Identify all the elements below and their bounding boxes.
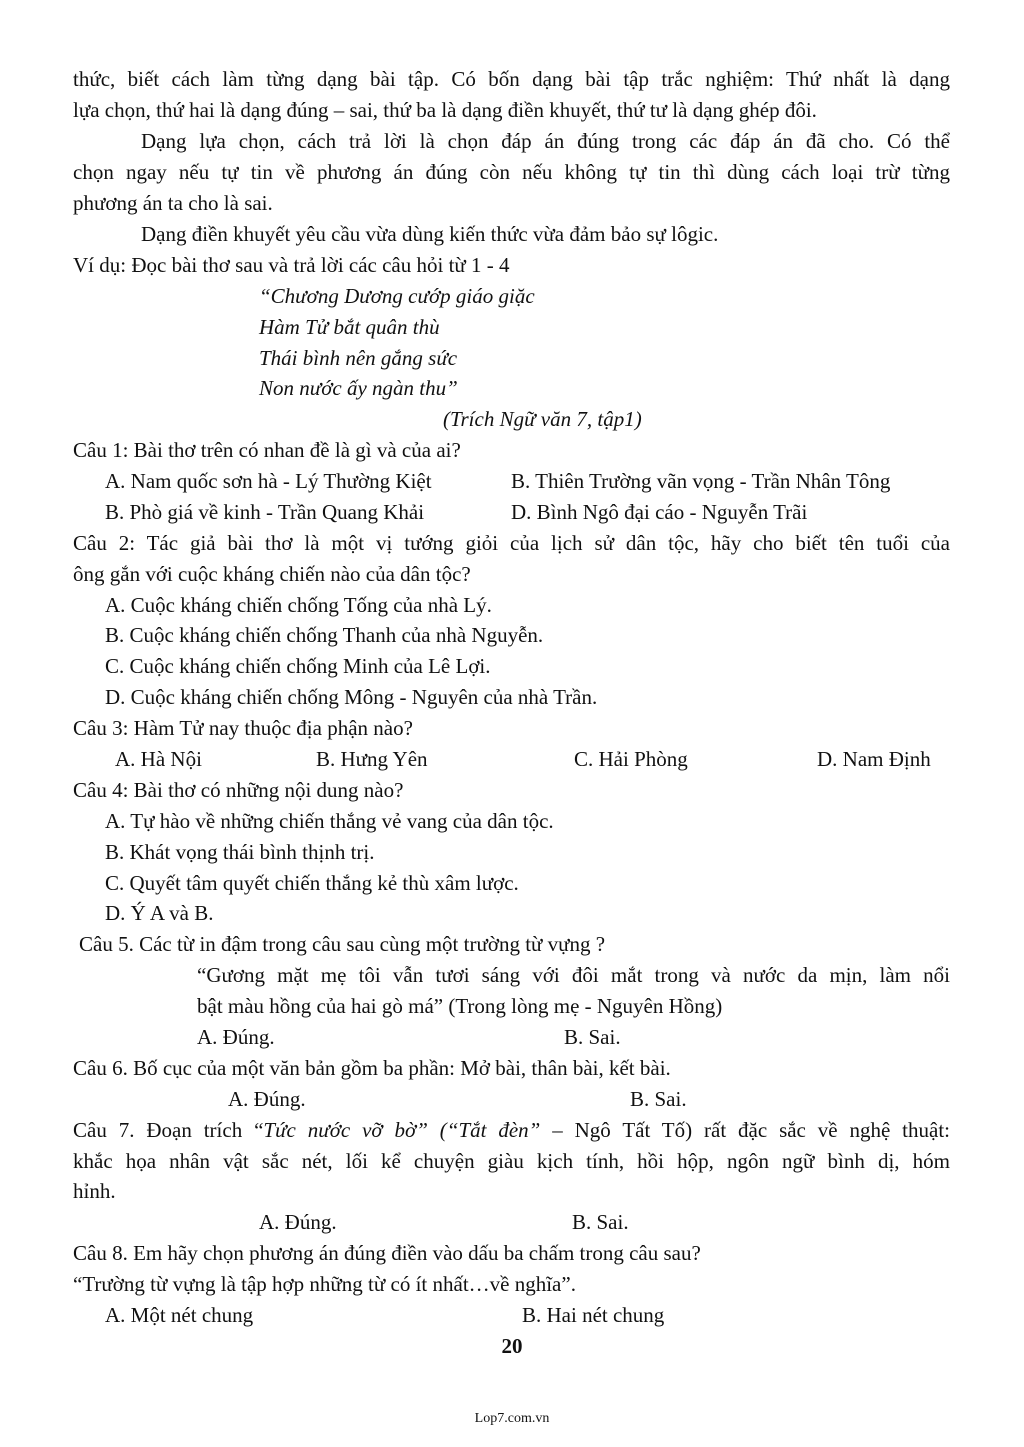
- q2-option-c: C. Cuộc kháng chiến chống Minh của Lê Lợi.: [105, 654, 491, 678]
- example-heading: Ví dụ: Đọc bài thơ sau và trả lời các câu hỏi từ 1 - 4: [73, 253, 510, 277]
- q8-statement: “Trường từ vựng là tập hợp những từ có ít nhất…về nghĩa”.: [73, 1272, 576, 1296]
- q4-option-a: A. Tự hào về những chiến thắng vẻ vang của dân tộc.: [105, 809, 554, 833]
- q1-option-a: A. Nam quốc sơn hà - Lý Thường Kiệt: [105, 469, 432, 493]
- question-7-end: hỉnh.: [73, 1179, 116, 1203]
- q8-option-a: A. Một nét chung: [105, 1303, 254, 1327]
- body-line: phương án ta cho là sai.: [73, 191, 273, 215]
- q7-suffix: – Ngô Tất Tố) rất đặc sắc về nghệ thuật:: [540, 1118, 950, 1142]
- body-line: Dạng điền khuyết yêu cầu vừa dùng kiến thức vừa đảm bảo sự lôgic.: [141, 222, 719, 246]
- q4-option-c: C. Quyết tâm quyết chiến thắng kẻ thù xâm lược.: [105, 871, 519, 895]
- q3-option-a: A. Hà Nội: [115, 747, 202, 771]
- q3-option-c: C. Hải Phòng: [574, 747, 688, 771]
- q1-option-c: B. Phò giá về kinh - Trần Quang Khải: [105, 500, 425, 524]
- body-line: thức, biết cách làm từng dạng bài tập. Có bốn dạng bài tập trắc nghiệm: Thứ nhất là dạng: [73, 67, 950, 91]
- q2-option-a: A. Cuộc kháng chiến chống Tống của nhà Lý.: [105, 593, 492, 617]
- q8-option-b: B. Hai nét chung: [522, 1303, 665, 1327]
- question-7: [73, 1118, 950, 1142]
- q5-option-a: A. Đúng.: [197, 1025, 275, 1049]
- q7-option-b: B. Sai.: [572, 1210, 629, 1234]
- q5-quote-cont: bật màu hồng của hai gò má” (Trong lòng mẹ - Nguyên Hồng): [197, 994, 723, 1018]
- q7-prefix: Câu 7. Đoạn trích “: [73, 1118, 264, 1142]
- footer-site: Lop7.com.vn: [474, 1411, 550, 1426]
- poem-line: Hàm Tử bắt quân thù: [259, 315, 440, 339]
- q1-option-b: B. Thiên Trường vãn vọng - Trần Nhân Tông: [511, 469, 891, 493]
- question-4: Câu 4: Bài thơ có những nội dung nào?: [73, 778, 404, 802]
- q1-option-d: D. Bình Ngô đại cáo - Nguyễn Trãi: [511, 500, 808, 524]
- q5-quote: “Gương mặt mẹ tôi vẫn tươi sáng với đôi mắt trong và nước da mịn, làm nổi: [197, 963, 950, 987]
- question-2-cont: ông gắn với cuộc kháng chiến nào của dân tộc?: [73, 562, 471, 586]
- page-number: 20: [501, 1334, 523, 1358]
- q4-option-d: D. Ý A và B.: [105, 901, 214, 925]
- question-1: Câu 1: Bài thơ trên có nhan đề là gì và của ai?: [73, 438, 461, 462]
- question-8: Câu 8. Em hãy chọn phương án đúng điền vào dấu ba chấm trong câu sau?: [73, 1241, 701, 1265]
- q7-title: Tức nước vỡ bờ” (“Tắt đèn”: [263, 1118, 541, 1142]
- question-5: Câu 5. Các từ in đậm trong câu sau cùng một trường từ vựng ?: [79, 932, 606, 956]
- q5-option-b: B. Sai.: [564, 1025, 621, 1049]
- q6-option-b: B. Sai.: [630, 1087, 687, 1111]
- body-line: Dạng lựa chọn, cách trả lời là chọn đáp án đúng trong các đáp án đã cho. Có thể: [141, 129, 950, 153]
- question-6: Câu 6. Bố cục của một văn bản gồm ba phần: Mở bài, thân bài, kết bài.: [73, 1056, 671, 1080]
- poem-line: Non nước ấy ngàn thu”: [259, 376, 458, 400]
- poem-line: “Chương Dương cướp giáo giặc: [259, 284, 535, 308]
- q3-option-d: D. Nam Định: [817, 747, 931, 771]
- q4-option-b: B. Khát vọng thái bình thịnh trị.: [105, 840, 375, 864]
- q2-option-d: D. Cuộc kháng chiến chống Mông - Nguyên của nhà Trần.: [105, 685, 598, 709]
- question-2: Câu 2: Tác giả bài thơ là một vị tướng giỏi của lịch sử dân tộc, hãy cho biết tên tuổi của: [73, 531, 950, 555]
- question-7-cont: khắc họa nhân vật sắc nét, lối kể chuyện giàu kịch tính, hồi hộp, ngôn ngữ bình dị, hóm: [73, 1149, 950, 1173]
- q7-option-a: A. Đúng.: [259, 1210, 337, 1234]
- body-line: lựa chọn, thứ hai là dạng đúng – sai, thứ ba là dạng điền khuyết, thứ tư là dạng ghép đôi.: [73, 98, 817, 122]
- poem-source: (Trích Ngữ văn 7, tập1): [443, 407, 642, 431]
- body-line: chọn ngay nếu tự tin về phương án đúng còn nếu không tự tin thì dùng cách loại trừ từng: [73, 160, 950, 184]
- q6-option-a: A. Đúng.: [228, 1087, 306, 1111]
- q2-option-b: B. Cuộc kháng chiến chống Thanh của nhà Nguyễn.: [105, 623, 544, 647]
- question-3: Câu 3: Hàm Tử nay thuộc địa phận nào?: [73, 716, 413, 740]
- q3-option-b: B. Hưng Yên: [316, 747, 428, 771]
- poem-line: Thái bình nên gắng sức: [259, 346, 458, 370]
